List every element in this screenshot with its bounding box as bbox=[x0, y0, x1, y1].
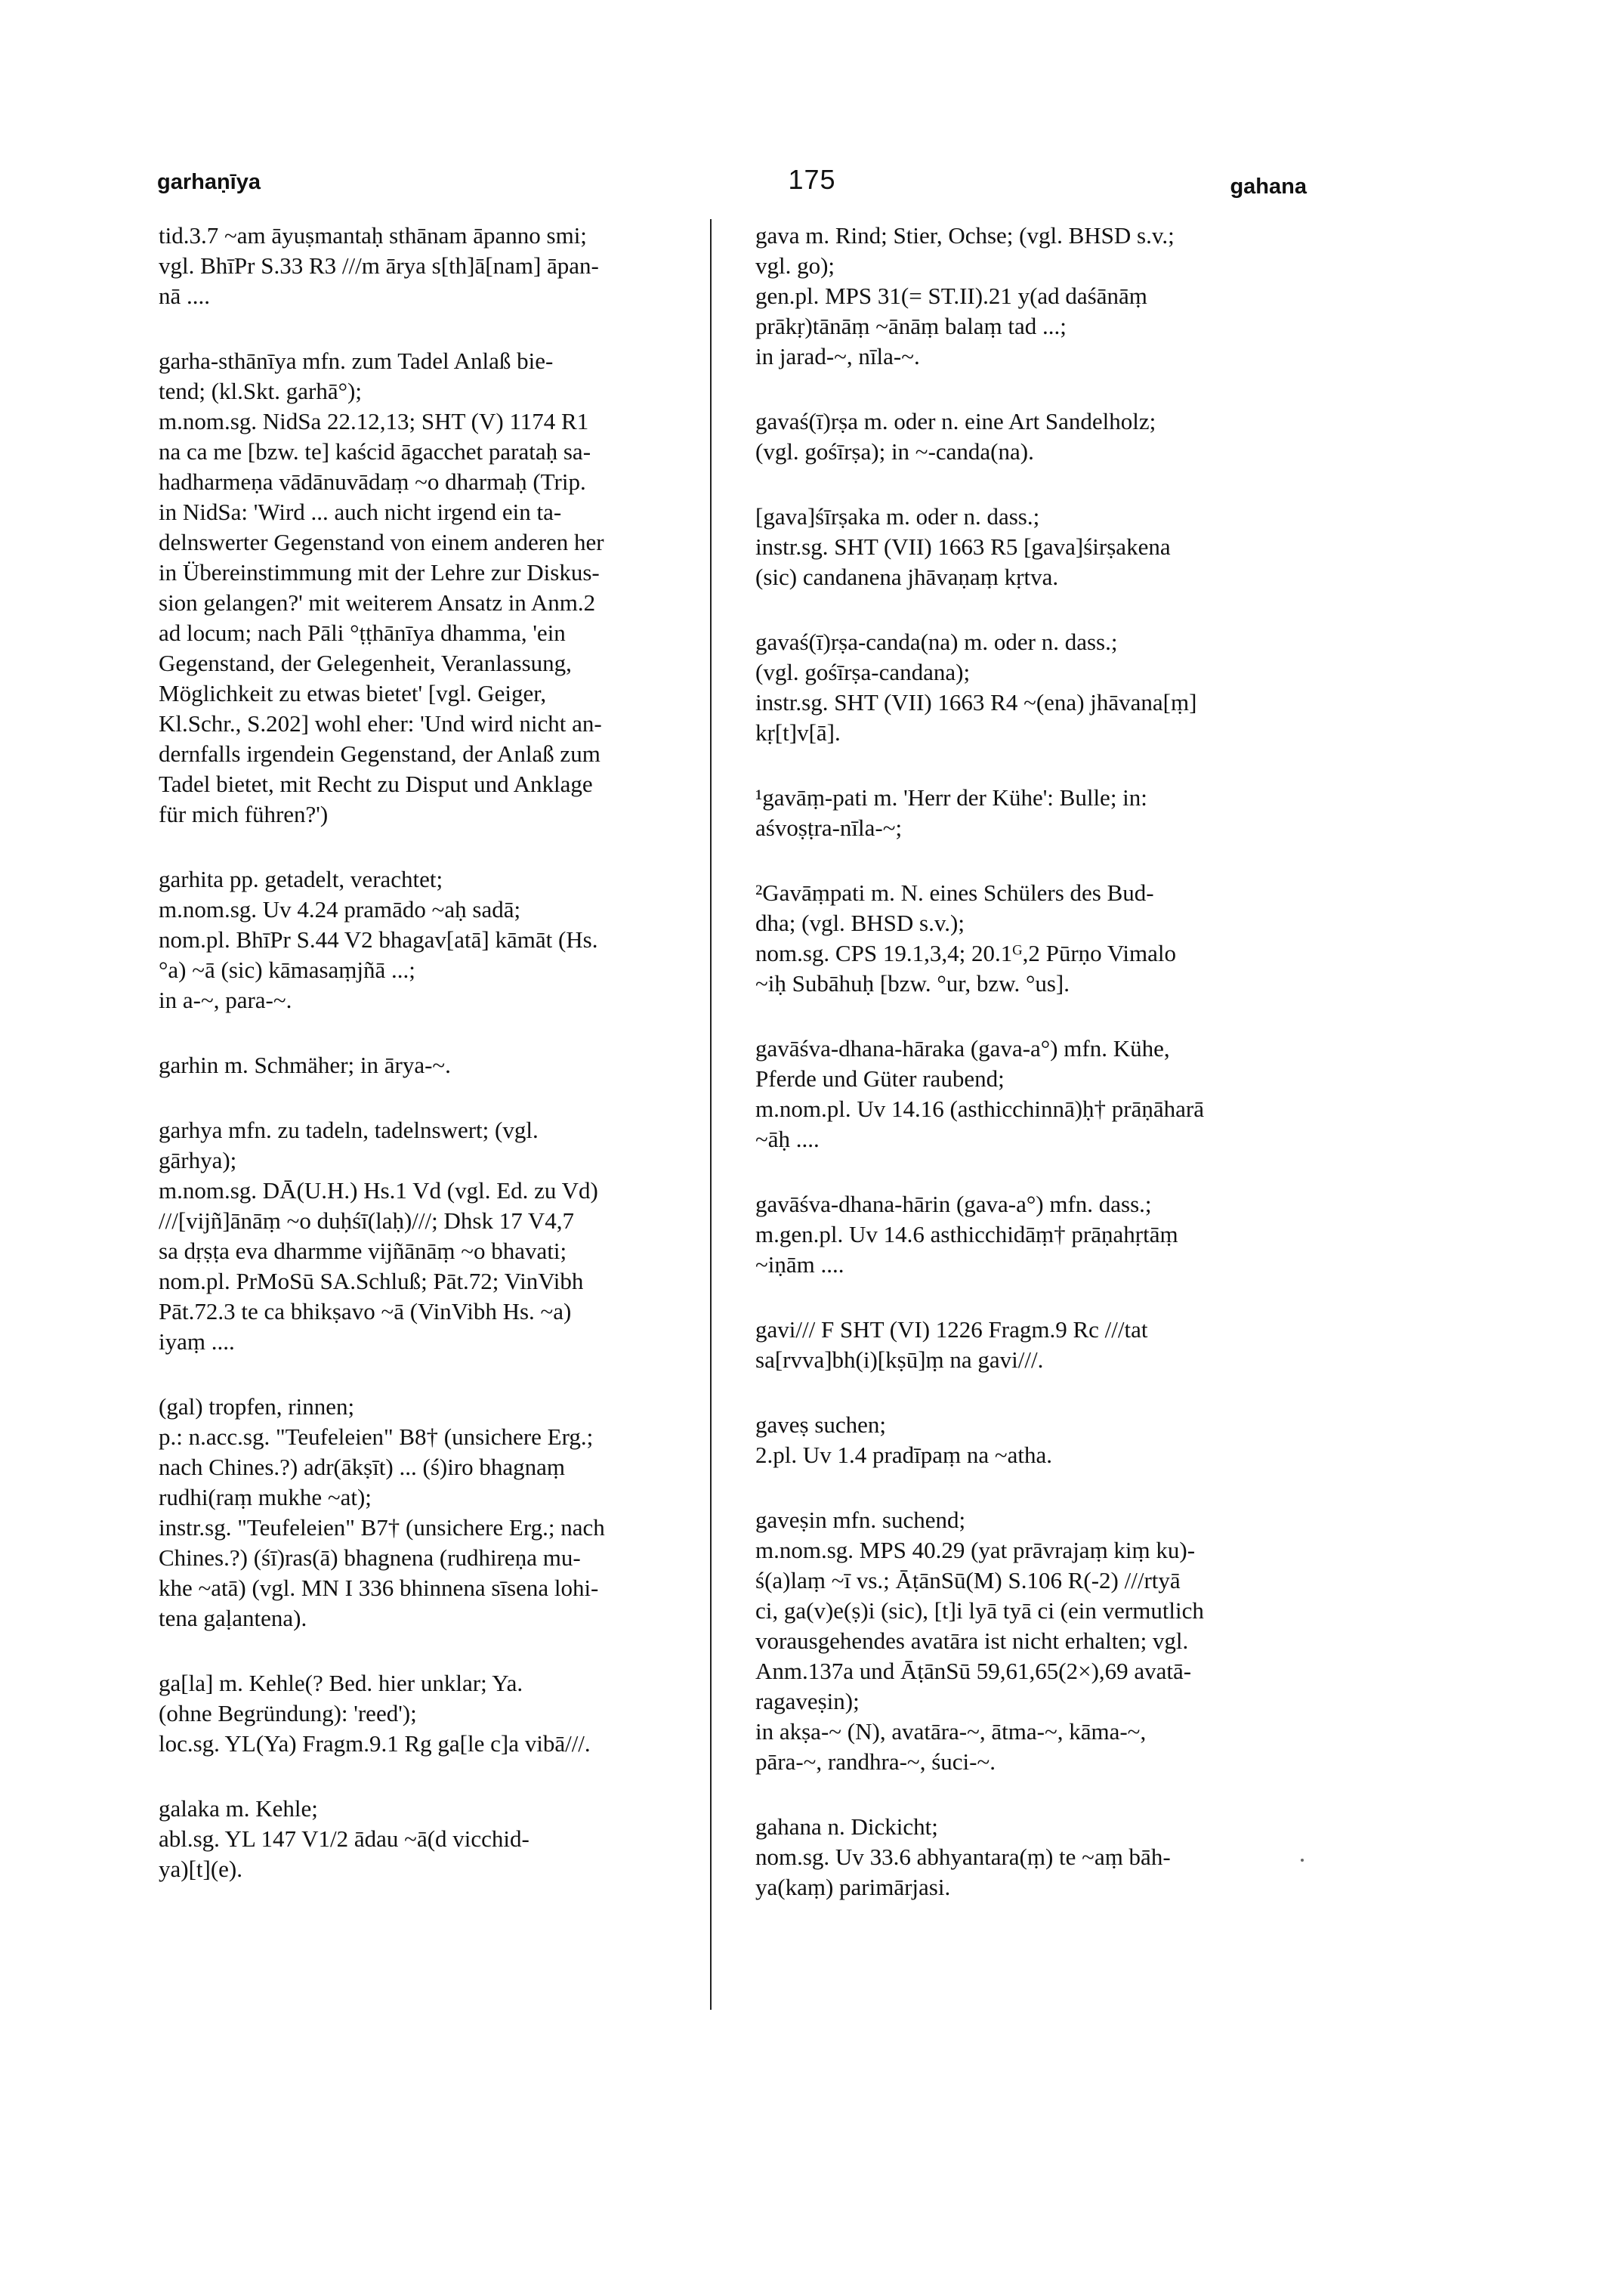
entry-line: in jarad-~, nīla-~. bbox=[755, 343, 920, 369]
entry-line: Möglichkeit zu etwas bietet' [vgl. Geiger, bbox=[159, 680, 547, 706]
page-header bbox=[0, 164, 1624, 215]
entry-line: vgl. BhīPr S.33 R3 ///m ārya s[th]ā[nam] āpan- bbox=[159, 252, 599, 279]
entry-line: gavāśva-dhana-hāraka (gava-a°) mfn. Kühe, bbox=[755, 1035, 1170, 1062]
entry-line: sa dṛṣṭa eva dharmme vijñānāṃ ~o bhavati; bbox=[159, 1238, 567, 1264]
dictionary-entry bbox=[159, 864, 718, 1015]
entry-line: Kl.Schr., S.202] wohl eher: 'Und wird nicht an- bbox=[159, 710, 602, 737]
entry-line: vorausgehendes avatāra ist nicht erhalten; vgl. bbox=[755, 1627, 1189, 1654]
entry-line: (ohne Begründung): 'reed'); bbox=[159, 1700, 417, 1726]
entry-line: ²Gavāṃpati m. N. eines Schülers des Bud- bbox=[755, 879, 1154, 906]
entry-line: ad locum; nach Pāli °ṭṭhānīya dhamma, 'ein bbox=[159, 620, 566, 646]
entry-line: 2.pl. Uv 1.4 pradīpaṃ na ~atha. bbox=[755, 1442, 1052, 1468]
entry-line: gen.pl. MPS 31(= ST.II).21 y(ad daśānāṃ bbox=[755, 283, 1147, 309]
entry-line: instr.sg. "Teufeleien" B7† (unsichere Erg.; nach bbox=[159, 1514, 605, 1541]
dictionary-entry bbox=[159, 1050, 718, 1080]
entry-line: in a-~, para-~. bbox=[159, 987, 292, 1013]
entry-line: ci, ga(v)e(ṣ)i (sic), [t]i lyā tyā ci (ein vermutlich bbox=[755, 1597, 1204, 1624]
dictionary-entry bbox=[755, 1505, 1314, 1777]
entry-line: gaveṣ suchen; bbox=[755, 1411, 887, 1438]
entry-line: Anm.137a und ĀṭānSū 59,61,65(2×),69 avatā- bbox=[755, 1658, 1192, 1684]
right-running-head: gahana bbox=[1230, 175, 1307, 199]
dictionary-entry bbox=[755, 502, 1314, 592]
dictionary-entry bbox=[159, 1115, 718, 1357]
scan-speck bbox=[1301, 1859, 1304, 1862]
page-number: 175 bbox=[788, 164, 836, 195]
entry-line: Pāt.72.3 te ca bhikṣavo ~ā (VinVibh Hs. ~a) bbox=[159, 1298, 572, 1324]
entry-line: sion gelangen?' mit weiterem Ansatz in Anm.2 bbox=[159, 589, 596, 616]
entry-line: gavaś(ī)rṣa-canda(na) m. oder n. dass.; bbox=[755, 629, 1118, 655]
entry-line: dha; (vgl. BHSD s.v.); bbox=[755, 910, 965, 936]
entry-line: ya(kaṃ) parimārjasi. bbox=[755, 1874, 951, 1900]
entry-line: hadharmeṇa vādānuvādaṃ ~o dharmaḥ (Trip. bbox=[159, 468, 586, 495]
entry-line: aśvoṣṭra-nīla-~; bbox=[755, 814, 903, 841]
entry-line: ś(a)laṃ ~ī vs.; ĀṭānSū(M) S.106 R(-2) ///rtyā bbox=[755, 1567, 1181, 1593]
entry-line: gaveṣin mfn. suchend; bbox=[755, 1507, 966, 1533]
entry-line: in Übereinstimmung mit der Lehre zur Diskus- bbox=[159, 559, 600, 586]
dictionary-entry bbox=[755, 406, 1314, 467]
entry-line: Gegenstand, der Gelegenheit, Veranlassung, bbox=[159, 650, 572, 676]
entry-line: ¹gavāṃ-pati m. 'Herr der Kühe': Bulle; in: bbox=[755, 784, 1147, 811]
entry-line: gavāśva-dhana-hārin (gava-a°) mfn. dass.; bbox=[755, 1191, 1152, 1217]
entry-line: prākṛ)tānāṃ ~ānāṃ balaṃ tad ...; bbox=[755, 313, 1067, 339]
entry-line: m.nom.sg. MPS 40.29 (yat prāvrajaṃ kiṃ ku)- bbox=[755, 1537, 1196, 1563]
entry-line: Pferde und Güter raubend; bbox=[755, 1065, 1005, 1092]
entry-line: tena gaḷantena). bbox=[159, 1605, 307, 1631]
entry-line: nach Chines.?) adr(ākṣīt) ... (ś)iro bhagnaṃ bbox=[159, 1454, 566, 1480]
entry-line: ga[la] m. Kehle(? Bed. hier unklar; Ya. bbox=[159, 1670, 523, 1696]
entry-line: gārhya); bbox=[159, 1147, 237, 1173]
dictionary-entry bbox=[755, 1034, 1314, 1154]
entry-line: (vgl. gośīrṣa-candana); bbox=[755, 659, 971, 685]
entry-line: ~iḥ Subāhuḥ [bzw. °ur, bzw. °us]. bbox=[755, 970, 1070, 997]
entry-line: na ca me [bzw. te] kaścid āgacchet parataḥ sa- bbox=[159, 438, 591, 465]
dictionary-entry bbox=[755, 783, 1314, 843]
entry-line: m.nom.sg. NidSa 22.12,13; SHT (V) 1174 R1 bbox=[159, 408, 589, 434]
entry-line: [gava]śīrṣaka m. oder n. dass.; bbox=[755, 503, 1040, 530]
entry-line: galaka m. Kehle; bbox=[159, 1795, 318, 1822]
entry-line: m.gen.pl. Uv 14.6 asthicchidāṃ† prāṇahṛtāṃ bbox=[755, 1221, 1178, 1247]
entry-line: gahana n. Dickicht; bbox=[755, 1813, 938, 1840]
entry-line: garhin m. Schmäher; in ārya-~. bbox=[159, 1052, 451, 1078]
entry-line: m.nom.sg. DĀ(U.H.) Hs.1 Vd (vgl. Ed. zu Vd) bbox=[159, 1177, 598, 1204]
entry-line: gava m. Rind; Stier, Ochse; (vgl. BHSD s.v.; bbox=[755, 222, 1175, 249]
entry-line: nom.pl. BhīPr S.44 V2 bhagav[atā] kāmāt (Hs. bbox=[159, 926, 598, 953]
left-running-head: garhaṇīya bbox=[157, 170, 261, 194]
entry-line: m.nom.pl. Uv 14.16 (asthicchinnā)ḥ† prāṇāharā bbox=[755, 1096, 1204, 1122]
entry-line: ///[vijñ]ānāṃ ~o duḥśī(laḥ)///; Dhsk 17 V4,7 bbox=[159, 1207, 575, 1234]
dictionary-entry bbox=[755, 221, 1314, 372]
dictionary-entry bbox=[755, 1410, 1314, 1470]
entry-line: (vgl. gośīrṣa); in ~-canda(na). bbox=[755, 438, 1034, 465]
entry-line: ragaveṣin); bbox=[755, 1688, 860, 1714]
dictionary-entry bbox=[159, 221, 718, 311]
entry-line: tend; (kl.Skt. garhā°); bbox=[159, 378, 362, 404]
entry-line: instr.sg. SHT (VII) 1663 R5 [gava]śirṣakena bbox=[755, 533, 1171, 560]
entry-line: m.nom.sg. Uv 4.24 pramādo ~aḥ sadā; bbox=[159, 896, 521, 923]
entry-line: nom.sg. CPS 19.1,3,4; 20.1ᴳ,2 Pūrṇo Vimalo bbox=[755, 940, 1176, 966]
entry-line: Tadel bietet, mit Recht zu Disput und Anklage bbox=[159, 771, 593, 797]
entry-line: für mich führen?') bbox=[159, 801, 329, 827]
entry-line: (gal) tropfen, rinnen; bbox=[159, 1393, 355, 1420]
entry-line: in NidSa: 'Wird ... auch nicht irgend ein ta- bbox=[159, 499, 562, 525]
entry-line: pāra-~, randhra-~, śuci-~. bbox=[755, 1748, 996, 1775]
entry-line: °a) ~ā (sic) kāmasaṃjñā ...; bbox=[159, 957, 415, 983]
entry-line: garhya mfn. zu tadeln, tadelnswert; (vgl. bbox=[159, 1117, 539, 1143]
entry-line: gavaś(ī)rṣa m. oder n. eine Art Sandelholz; bbox=[755, 408, 1156, 434]
entry-line: ~āḥ .... bbox=[755, 1126, 820, 1152]
entry-line: rudhi(raṃ mukhe ~at); bbox=[159, 1484, 372, 1510]
entry-line: loc.sg. YL(Ya) Fragm.9.1 Rg ga[le c]a vibā///. bbox=[159, 1730, 591, 1757]
entry-line: garha-sthānīya mfn. zum Tadel Anlaß bie- bbox=[159, 348, 554, 374]
entry-line: nom.sg. Uv 33.6 abhyantara(ṃ) te ~aṃ bāh- bbox=[755, 1844, 1171, 1870]
entry-line: ya)[t](e). bbox=[159, 1856, 242, 1882]
dictionary-entry bbox=[755, 1189, 1314, 1280]
entry-line: khe ~atā) (vgl. MN I 336 bhinnena sīsena lohi- bbox=[159, 1575, 599, 1601]
entry-line: p.: n.acc.sg. "Teufeleien" B8† (unsichere Erg.; bbox=[159, 1423, 594, 1450]
dictionary-entry bbox=[159, 1794, 718, 1884]
dictionary-entry bbox=[755, 1812, 1314, 1902]
entry-line: nom.pl. PrMoSū SA.Schluß; Pāt.72; VinVibh bbox=[159, 1268, 584, 1294]
dictionary-entry bbox=[755, 878, 1314, 999]
entry-line: iyaṃ .... bbox=[159, 1328, 235, 1355]
entry-line: (sic) candanena jhāvaṇaṃ kṛtva. bbox=[755, 564, 1059, 590]
entry-line: Chines.?) (śī)ras(ā) bhagnena (rudhireṇa mu- bbox=[159, 1544, 581, 1571]
entry-line: kṛ[t]v[ā]. bbox=[755, 719, 841, 746]
dictionary-entry bbox=[755, 627, 1314, 748]
dictionary-entry bbox=[159, 1668, 718, 1759]
dictionary-entry bbox=[159, 346, 718, 830]
entry-line: instr.sg. SHT (VII) 1663 R4 ~(ena) jhāvana[ṃ] bbox=[755, 689, 1197, 716]
entry-line: abl.sg. YL 147 V1/2 ādau ~ā(d vicchid- bbox=[159, 1825, 529, 1852]
entry-line: delnswerter Gegenstand von einem anderen her bbox=[159, 529, 604, 555]
entry-line: sa[rvva]bh(i)[kṣū]ṃ na gavi///. bbox=[755, 1346, 1044, 1373]
right-column bbox=[755, 221, 1314, 1937]
entry-line: garhita pp. getadelt, verachtet; bbox=[159, 866, 443, 892]
dictionary-entry bbox=[159, 1392, 718, 1634]
entry-line: nā .... bbox=[159, 283, 211, 309]
entry-line: ~iṇām .... bbox=[755, 1251, 844, 1278]
entry-line: vgl. go); bbox=[755, 252, 835, 279]
entry-line: tid.3.7 ~am āyuṣmantaḥ sthānam āpanno smi; bbox=[159, 222, 587, 249]
entry-line: in akṣa-~ (N), avatāra-~, ātma-~, kāma-~, bbox=[755, 1718, 1147, 1745]
entry-line: dernfalls irgendein Gegenstand, der Anlaß zum bbox=[159, 740, 601, 767]
left-column bbox=[159, 221, 718, 1919]
entry-line: gavi/// F SHT (VI) 1226 Fragm.9 Rc ///tat bbox=[755, 1316, 1148, 1343]
dictionary-entry bbox=[755, 1315, 1314, 1375]
